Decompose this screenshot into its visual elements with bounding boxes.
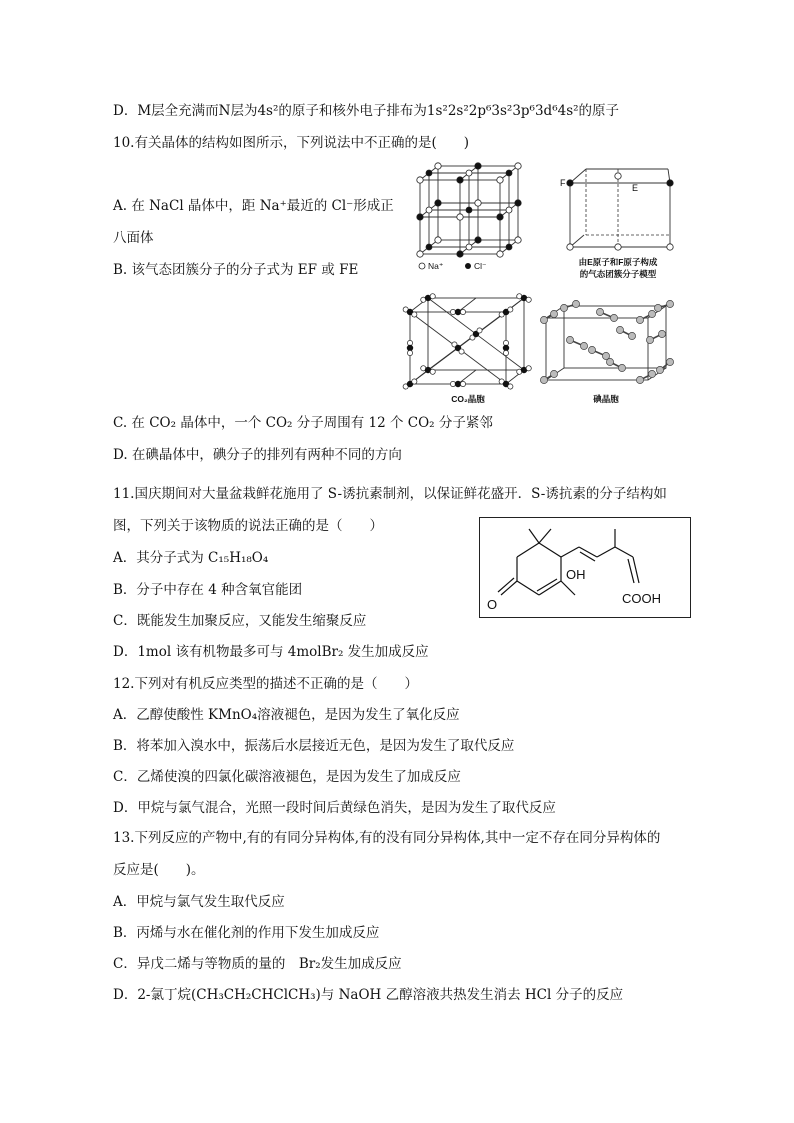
co2-crystal-figure [402, 292, 534, 406]
q11-stem-2: 图，下列关于该物质的说法正确的是（ ） [113, 518, 383, 534]
q13-stem-2: 反应是( )。 [113, 862, 205, 878]
iodine-crystal-figure [540, 300, 676, 406]
q13-stem-1: 13.下列反应的产物中,有的有同分异构体,有的没有同分异构体,其中一定不存在同分异构体的 [113, 830, 661, 846]
f-atom-label: F [560, 178, 566, 188]
q11-option-c: C．既能发生加聚反应，又能发生缩聚反应 [113, 613, 367, 629]
q13-option-c: C．异戊二烯与等物质的量的 Br₂发生加成反应 [113, 956, 402, 972]
na-legend-marker [419, 263, 425, 269]
gas-cluster-figure [556, 165, 686, 283]
cl-legend-label: Cl⁻ [474, 261, 487, 271]
q10-option-b: B. 该气态团簇分子的分子式为 EF 或 FE [113, 262, 359, 278]
cluster-caption-line2: 的气态团簇分子模型 [579, 269, 657, 279]
q10-option-a-cont: 八面体 [113, 230, 154, 246]
q12-option-b: B．将苯加入溴水中，振荡后水层接近无色，是因为发生了取代反应 [113, 738, 515, 754]
q10-option-d: D. 在碘晶体中，碘分子的排列有两种不同的方向 [113, 447, 402, 463]
molecule-structure-figure [479, 517, 691, 618]
q12-stem: 12.下列对有机反应类型的描述不正确的是（ ） [113, 676, 418, 692]
ketone-oxygen-label: O [487, 597, 498, 612]
q11-stem-1: 11.国庆期间对大量盆栽鲜花施用了 S-诱抗素制剂，以保证鲜花盛开．S-诱抗素的分子结构如 [113, 486, 667, 502]
e-atom-label: E [632, 183, 639, 193]
iodine-molecules [540, 300, 673, 383]
cluster-caption-line1: 由E原子和F原子构成 [578, 257, 658, 267]
cl-legend-marker [465, 263, 471, 269]
q11-option-b: B．分子中存在 4 种含氧官能团 [113, 582, 303, 598]
co2-caption: CO₂晶胞 [451, 394, 485, 404]
q11-option-d: D．1mol 该有机物最多可与 4molBr₂ 发生加成反应 [113, 644, 429, 660]
nacl-crystal-figure [412, 158, 528, 276]
q13-option-b: B．丙烯与水在催化剂的作用下发生加成反应 [113, 925, 380, 941]
iodine-caption: 碘晶胞 [593, 394, 619, 404]
q10-option-a: A. 在 NaCl 晶体中，距 Na⁺最近的 Cl⁻形成正 [113, 198, 394, 214]
q12-option-c: C．乙烯使溴的四氯化碳溶液褪色，是因为发生了加成反应 [113, 769, 461, 785]
q12-option-d: D．甲烷与氯气混合，光照一段时间后黄绿色消失，是因为发生了取代反应 [113, 800, 556, 816]
q10-option-c: C. 在 CO₂ 晶体中，一个 CO₂ 分子周围有 12 个 CO₂ 分子紧邻 [113, 415, 493, 431]
q10-stem: 10.有关晶体的结构如图所示，下列说法中不正确的是( ) [113, 135, 470, 151]
q13-option-a: A．甲烷与氯气发生取代反应 [113, 894, 285, 910]
q11-option-a: A．其分子式为 C₁₅H₁₈O₄ [113, 550, 269, 566]
q9-option-d: D．M层全充满而N层为4s²的原子和核外电子排布为1s²2s²2p⁶3s²3p⁶3d⁶4s²的原子 [113, 103, 620, 119]
carboxyl-label: COOH [622, 591, 661, 606]
hydroxyl-label: OH [566, 567, 586, 582]
q13-option-d: D．2-氯丁烷(CH₃CH₂CHClCH₃)与 NaOH 乙醇溶液共热发生消去 HCl 分子的反应 [113, 987, 624, 1003]
na-legend-label: Na⁺ [428, 261, 444, 271]
q12-option-a: A．乙醇使酸性 KMnO₄溶液褪色，是因为发生了氧化反应 [113, 707, 460, 723]
